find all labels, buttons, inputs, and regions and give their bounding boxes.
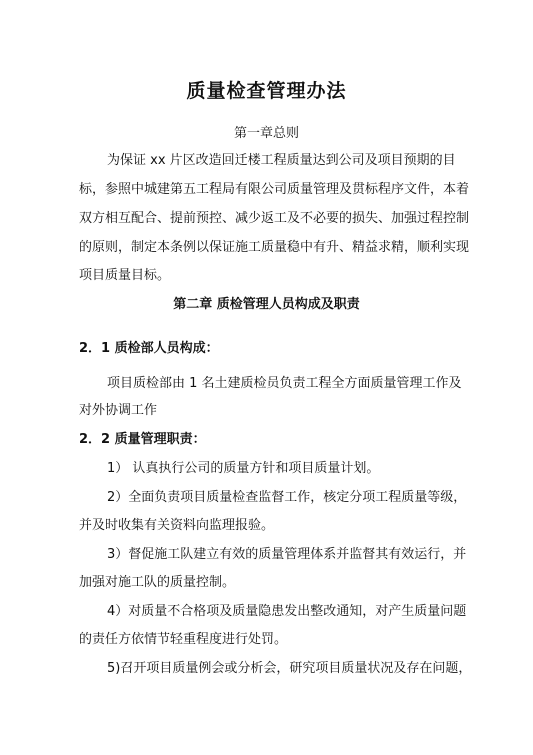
body-line: 对外协调工作 [79, 403, 158, 418]
list-item-line: 2）全面负责项目质量检查监督工作，核定分项工程质量等级， [107, 490, 467, 505]
paragraph-line: 项目质量目标。 [79, 268, 171, 283]
list-item-line: 5)召开项目质量例会或分析会，研究项目质量状况及存在问题， [107, 661, 472, 676]
body-line: 项目质检部由 1 名土建质检员负责工程全方面质量管理工作及 [107, 376, 462, 391]
paragraph-line: 标，参照中城建第五工程局有限公司质量管理及贯标程序文件，本着 [79, 182, 470, 197]
paragraph-line: 双方相互配合、提前预控、减少返工及不必要的损失、加强过程控制 [79, 211, 470, 226]
chapter-1-heading: 第一章总则 [233, 126, 299, 141]
list-item-line: 加强对施工队的质量控制。 [79, 575, 236, 590]
document-title: 质量检查管理办法 [186, 80, 347, 102]
chapter-2-heading: 第二章 质检管理人员构成及职责 [173, 297, 360, 312]
paragraph-line: 为保证 xx 片区改造回迁楼工程质量达到公司及项目预期的目 [107, 153, 456, 168]
list-item-line: 3）督促施工队建立有效的质量管理体系并监督其有效运行，并 [107, 547, 467, 562]
list-item-line: 1） 认真执行公司的质量方针和项目质量计划。 [107, 461, 380, 476]
paragraph-line: 的原则，制定本条例以保证施工质量稳中有升、精益求精，顺利实现 [79, 240, 470, 255]
list-item-line: 4）对质量不合格项及质量隐患发出整改通知，对产生质量问题 [107, 604, 467, 619]
section-2-1-heading: 2．1 质检部人员构成： [79, 341, 219, 356]
section-2-2-heading: 2．2 质量管理职责： [79, 432, 206, 447]
list-item-line: 的责任方依情节轻重程度进行处罚。 [79, 632, 288, 647]
list-item-line: 并及时收集有关资料向监理报验。 [79, 518, 275, 533]
